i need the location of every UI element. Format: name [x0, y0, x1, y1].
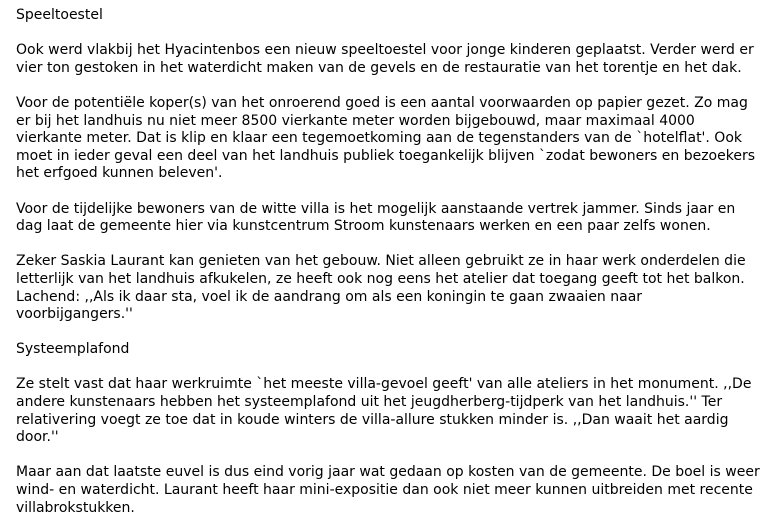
spacer [16, 25, 761, 43]
spacer [16, 447, 761, 465]
paragraph-4: Zeker Saskia Laurant kan genieten van het gebouw. Niet alleen gebruikt ze in haar werk onderdelen die letterlijk van het landhuis afkukelen, ze heeft ook nog eens het atelier dat toegang geeft tot het balkon. Lachend: ,,Als ik daar sta, voel ik de aandrang om als een koningin te gaan zwaaien naar voorbijgangers.'' [16, 253, 746, 323]
spacer [16, 77, 761, 95]
spacer [16, 359, 761, 377]
paragraph-6: Maar aan dat laatste euvel is dus eind vorig jaar wat gedaan op kosten van de gemeente. De boel is weer wind- en waterdicht. Laurant heeft haar mini-expositie dan ook niet meer kunnen uitbreiden met recente villabrokstukken. [16, 464, 760, 516]
spacer [16, 236, 761, 254]
spacer [16, 183, 761, 201]
paragraph-3: Voor de tijdelijke bewoners van de witte villa is het mogelijk aanstaande vertrek jammer. Sinds jaar en dag laat de gemeente hier via kunstcentrum Stroom kunstenaars werken en een paar zelfs wonen. [16, 200, 736, 235]
spacer [16, 324, 761, 342]
section-heading-speeltoestel: Speeltoestel [16, 7, 103, 23]
paragraph-1: Ook werd vlakbij het Hyacintenbos een nieuw speeltoestel voor jonge kinderen geplaatst. Verder werd er vier ton gestoken in het waterdicht maken van de gevels en de restauratie van het torentje en het dak. [16, 42, 754, 76]
paragraph-2: Voor de potentiële koper(s) van het onroerend goed is een aantal voorwaarden op papier gezet. Zo mag er bij het landhuis nu niet meer 8500 vierkante meter worden bijgebouwd, maar maximaal 4000 vierkante meter. Dat is klip en klaar een tegemoetkoming aan de tegenstanders van de `hotelflat'. Ook moet in ieder geval een deel van het landhuis publiek toegankelijk blijven `zodat bewoners en bezoekers het erfgoed kunnen beleven'. [16, 94, 755, 182]
paragraph-5: Ze stelt vast dat haar werkruimte `het meeste villa-gevoel geeft' van alle ateliers in het monument. ,,De andere kunstenaars hebben het systeemplafond uit het jeugdherberg-tijdperk van het landhuis.'' Ter relativering voegt ze toe dat in koude winters de villa-allure stukken minder is. ,,Dan waait het aardig door.'' [16, 376, 752, 446]
section-heading-systeemplafond: Systeemplafond [16, 341, 130, 358]
